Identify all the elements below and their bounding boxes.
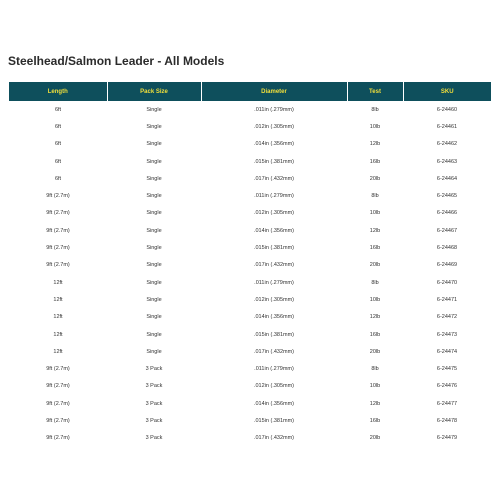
length-cell: 12ft (53, 279, 63, 286)
test-cell: 10lb (369, 296, 381, 303)
sku-cell: 6-24474 (436, 348, 458, 355)
diameter-cell: .017in (.432mm) (253, 175, 295, 182)
table-header-row (9, 82, 491, 101)
test-cell: 8lb (371, 279, 379, 286)
pack-size-cell: Single (146, 193, 162, 200)
column-header-length: Length (9, 82, 107, 101)
column-header-test: Test (347, 82, 403, 101)
table-row (9, 101, 491, 118)
test-cell: 16lb (369, 417, 381, 424)
pack-size-cell: Single (146, 245, 162, 252)
diameter-cell: .014in (.356mm) (253, 227, 295, 234)
pack-size-cell: 3 Pack (145, 400, 163, 407)
pack-size-cell: Single (146, 106, 162, 113)
length-cell: 6ft (54, 175, 62, 182)
test-cell: 8lb (371, 106, 379, 113)
test-cell: 12lb (369, 227, 381, 234)
test-cell: 16lb (369, 245, 381, 252)
sku-cell: 6-24469 (436, 262, 458, 269)
test-cell: 12lb (369, 400, 381, 407)
sku-cell: 6-24467 (436, 227, 458, 234)
table-row (9, 136, 491, 153)
table-row (9, 222, 491, 239)
sku-cell: 6-24461 (436, 123, 458, 130)
table-header (9, 82, 491, 101)
table-body (9, 101, 491, 447)
table-row (9, 430, 491, 447)
page-title: Steelhead/Salmon Leader - All Models (8, 54, 225, 68)
test-cell: 16lb (369, 158, 381, 165)
table-row (9, 118, 491, 135)
diameter-cell: .017in (.432mm) (253, 262, 295, 269)
length-cell: 9ft (2.7m) (46, 262, 70, 269)
test-cell: 10lb (369, 383, 381, 390)
pack-size-cell: Single (146, 141, 162, 148)
diameter-cell: .014in (.356mm) (253, 400, 295, 407)
length-cell: 12ft (53, 348, 63, 355)
table-row (9, 291, 491, 308)
table-row (9, 360, 491, 377)
table-row (9, 343, 491, 360)
sku-cell: 6-24464 (436, 175, 458, 182)
table-row (9, 378, 491, 395)
diameter-cell: .015in (.381mm) (253, 158, 295, 165)
length-cell: 12ft (53, 314, 63, 321)
test-cell: 10lb (369, 123, 381, 130)
pack-size-cell: Single (146, 175, 162, 182)
pack-size-cell: 3 Pack (145, 435, 163, 442)
pack-size-cell: Single (146, 296, 162, 303)
table-row (9, 170, 491, 187)
pack-size-cell: 3 Pack (145, 366, 163, 373)
diameter-cell: .017in (.432mm) (253, 435, 295, 442)
pack-size-cell: 3 Pack (145, 417, 163, 424)
test-cell: 20lb (369, 435, 381, 442)
length-cell: 9ft (2.7m) (46, 210, 70, 217)
length-cell: 9ft (2.7m) (46, 383, 70, 390)
test-cell: 20lb (369, 348, 381, 355)
pack-size-cell: Single (146, 158, 162, 165)
test-cell: 12lb (369, 141, 381, 148)
sku-cell: 6-24472 (436, 314, 458, 321)
diameter-cell: .012in (.305mm) (253, 210, 295, 217)
table-row (9, 153, 491, 170)
table-row (9, 309, 491, 326)
table-row (9, 326, 491, 343)
sku-cell: 6-24463 (436, 158, 458, 165)
pack-size-cell: Single (146, 314, 162, 321)
test-cell: 10lb (369, 210, 381, 217)
diameter-cell: .014in (.356mm) (253, 314, 295, 321)
column-header-diameter: Diameter (201, 82, 347, 101)
diameter-cell: .012in (.305mm) (253, 296, 295, 303)
pack-size-cell: Single (146, 227, 162, 234)
sku-cell: 6-24478 (436, 417, 458, 424)
column-header-pack-size: Pack Size (107, 82, 201, 101)
diameter-cell: .011in (.279mm) (254, 106, 294, 113)
test-cell: 20lb (369, 262, 381, 269)
test-cell: 20lb (369, 175, 381, 182)
sku-cell: 6-24475 (436, 366, 458, 373)
length-cell: 9ft (2.7m) (46, 417, 70, 424)
diameter-cell: .015in (.381mm) (253, 245, 295, 252)
diameter-cell: .011in (.279mm) (254, 193, 294, 200)
table-row (9, 274, 491, 291)
length-cell: 6ft (54, 158, 62, 165)
length-cell: 9ft (2.7m) (46, 193, 70, 200)
sku-cell: 6-24468 (436, 245, 458, 252)
length-cell: 9ft (2.7m) (46, 366, 70, 373)
test-cell: 12lb (369, 314, 381, 321)
sku-cell: 6-24465 (436, 193, 458, 200)
length-cell: 12ft (53, 296, 63, 303)
sku-cell: 6-24466 (436, 210, 458, 217)
table-row (9, 395, 491, 412)
length-cell: 9ft (2.7m) (46, 435, 70, 442)
pack-size-cell: Single (146, 279, 162, 286)
pack-size-cell: 3 Pack (145, 383, 163, 390)
test-cell: 8lb (371, 366, 379, 373)
length-cell: 6ft (54, 123, 62, 130)
length-cell: 6ft (54, 106, 62, 113)
diameter-cell: .012in (.305mm) (253, 123, 295, 130)
length-cell: 9ft (2.7m) (46, 400, 70, 407)
sku-cell: 6-24477 (436, 400, 458, 407)
test-cell: 8lb (371, 193, 379, 200)
sku-cell: 6-24462 (436, 141, 458, 148)
diameter-cell: .014in (.356mm) (253, 141, 295, 148)
diameter-cell: .011in (.279mm) (254, 366, 294, 373)
diameter-cell: .011in (.279mm) (254, 279, 294, 286)
sku-cell: 6-24470 (436, 279, 458, 286)
table-row (9, 205, 491, 222)
sku-cell: 6-24473 (436, 331, 458, 338)
table-row (9, 187, 491, 204)
sku-cell: 6-24460 (436, 106, 458, 113)
pack-size-cell: Single (146, 348, 162, 355)
sku-cell: 6-24471 (436, 296, 458, 303)
diameter-cell: .015in (.381mm) (253, 417, 295, 424)
pack-size-cell: Single (146, 262, 162, 269)
table-row (9, 239, 491, 256)
pack-size-cell: Single (146, 331, 162, 338)
length-cell: 12ft (53, 331, 63, 338)
length-cell: 9ft (2.7m) (46, 227, 70, 234)
sku-cell: 6-24476 (436, 383, 458, 390)
sku-cell: 6-24479 (436, 435, 458, 442)
table-row (9, 412, 491, 429)
length-cell: 9ft (2.7m) (46, 245, 70, 252)
diameter-cell: .017in (.432mm) (253, 348, 295, 355)
pack-size-cell: Single (146, 210, 162, 217)
test-cell: 16lb (369, 331, 381, 338)
length-cell: 6ft (54, 141, 62, 148)
pack-size-cell: Single (146, 123, 162, 130)
diameter-cell: .015in (.381mm) (253, 331, 295, 338)
diameter-cell: .012in (.305mm) (253, 383, 295, 390)
column-header-sku: SKU (440, 88, 454, 95)
table-row (9, 257, 491, 274)
spec-table (9, 82, 491, 447)
